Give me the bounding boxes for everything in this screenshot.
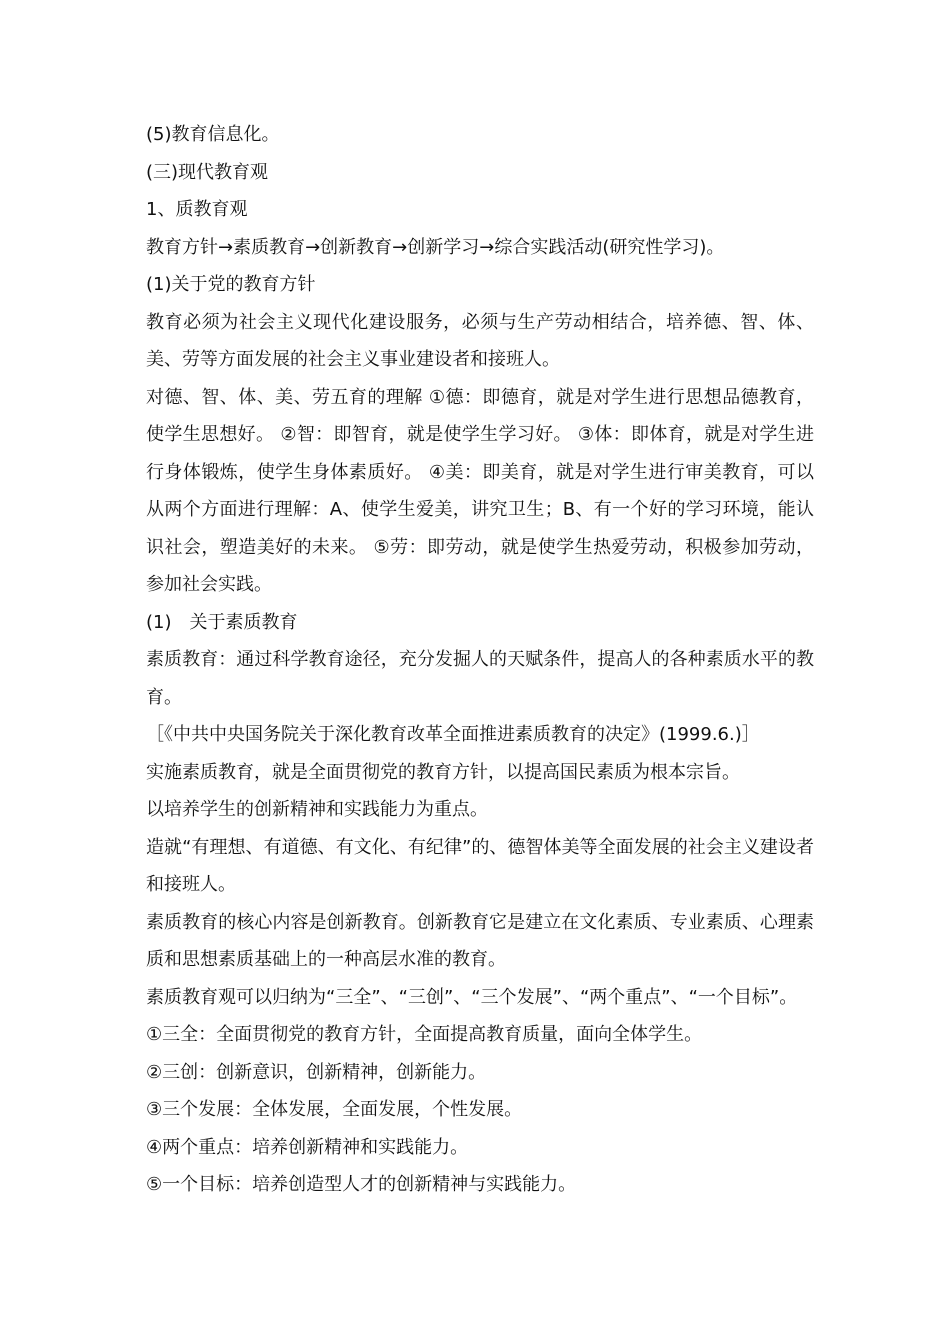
quality-education-definition: 素质教育：通过科学教育途径，充分发掘人的天赋条件，提高人的各种素质水平的教育。 xyxy=(146,649,814,708)
implementation-paragraph: 实施素质教育，就是全面贯彻党的教育方针，以提高国民素质为根本宗旨。 xyxy=(146,761,740,783)
list-item-education-informatization: (5)教育信息化。 xyxy=(146,124,280,145)
goal-paragraph: 造就“有理想、有道德、有文化、有纪律”的、德智体美等全面发展的社会主义建设者和接班人。 xyxy=(146,836,814,895)
core-content-paragraph: 素质教育的核心内容是创新教育。创新教育它是建立在文化素质、专业素质、心理素质和思想素质基础上的一种高层水准的教育。 xyxy=(146,911,814,970)
decision-citation: ［《中共中央国务院关于深化教育改革全面推进素质教育的决定》(1999.6.)］ xyxy=(146,724,760,745)
document-body xyxy=(146,116,814,1204)
list-item-two-key-points: ④两个重点：培养创新精神和实践能力。 xyxy=(146,1136,469,1158)
five-educations-paragraph: 对德、智、体、美、劳五育的理解 ①德：即德育，就是对学生进行思想品德教育，使学生思想好。 ②智：即智育，就是使学生学习好。 ③体：即体育，就是对学生进行身体锻炼，使学生身体素质好。 ④美：即美育，就是对学生进行审美教育，可以从两个方面进行理解：A、使学生爱美，讲究卫生；B、有一个好的学习环境，能认识社会，塑造美好的未来。 ⑤劳：即劳动，就是使学生热爱劳动，积极参加劳动，参加社会实践。 xyxy=(146,386,814,595)
list-item-three-all: ①三全：全面贯彻党的教育方针，全面提高教育质量，面向全体学生。 xyxy=(146,1024,703,1045)
focus-paragraph: 以培养学生的创新精神和实践能力为重点。 xyxy=(146,799,488,820)
list-item-three-innovation: ②三创：创新意识，创新精神，创新能力。 xyxy=(146,1061,487,1083)
education-chain-paragraph: 教育方针→素质教育→创新教育→创新学习→综合实践活动(研究性学习)。 xyxy=(146,236,725,258)
section-heading-modern-education-views: (三)现代教育观 xyxy=(146,161,269,183)
list-item-one-goal: ⑤一个目标：培养创造型人才的创新精神与实践能力。 xyxy=(146,1174,577,1195)
education-policy-paragraph: 教育必须为社会主义现代化建设服务，必须与生产劳动相结合，培养德、智、体、美、劳等方面发展的社会主义事业建设者和接班人。 xyxy=(146,311,814,370)
item-heading-quality-education: (1) 关于素质教育 xyxy=(146,611,298,633)
subsection-heading-quality-education-view: 1、质教育观 xyxy=(146,199,248,220)
item-heading-party-education-policy: (1)关于党的教育方针 xyxy=(146,274,316,295)
summary-paragraph: 素质教育观可以归纳为“三全”、“三创”、“三个发展”、“两个重点”、“一个目标”。 xyxy=(146,986,798,1008)
list-item-three-development: ③三个发展：全体发展，全面发展，个性发展。 xyxy=(146,1099,523,1120)
